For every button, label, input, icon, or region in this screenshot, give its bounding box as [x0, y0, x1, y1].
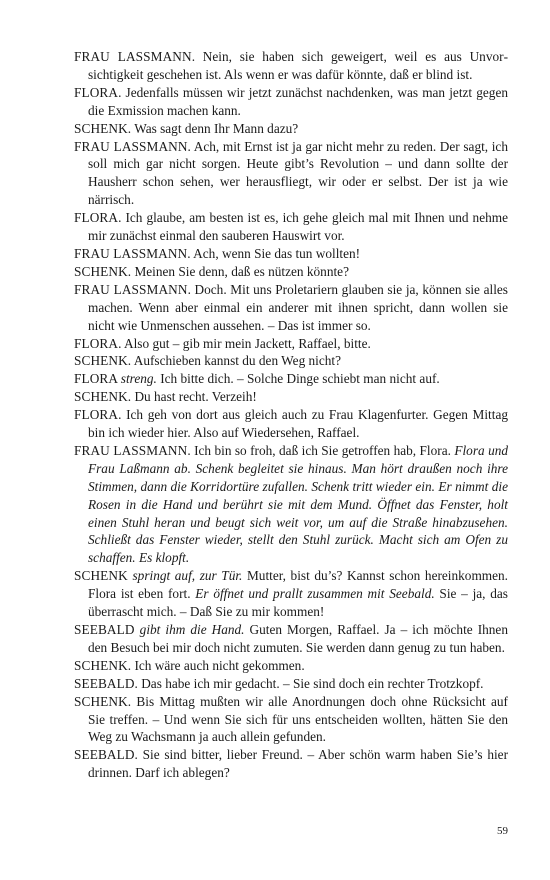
speaker-name: SCHENK — [74, 120, 128, 136]
dialogue-paragraph — [74, 442, 508, 567]
dialogue-paragraph — [74, 370, 508, 388]
dialogue-text: . Ich wäre auch nicht gekommen. — [127, 657, 305, 673]
dialogue-paragraph — [74, 335, 508, 353]
speaker-name: SCHENK — [74, 353, 128, 369]
dialogue-text: . Was sagt denn Ihr Mann dazu? — [127, 120, 299, 136]
dialogue-paragraph — [74, 138, 508, 210]
speaker-name: FLORA — [74, 371, 121, 387]
dialogue-paragraph — [74, 48, 508, 84]
dialogue-paragraph — [74, 352, 508, 370]
speaker-name: FLORA — [74, 407, 119, 423]
dialogue-paragraph — [74, 746, 508, 782]
dialogue-text: . Jedenfalls müssen wir jetzt zunächst nachdenken, was man jetzt gegen die Exmission machen kann. — [88, 84, 508, 118]
speaker-name: FRAU LASSMANN — [74, 138, 188, 154]
dialogue-text: . Sie sind bitter, lieber Freund. – Aber schön warm haben Sie’s hier drinnen. Darf ich ablegen? — [88, 747, 508, 781]
speaker-name: FRAU LASSMANN — [74, 49, 192, 64]
dialogue-text: . Das habe ich mir gedacht. – Sie sind doch ein rechter Trotzkopf. — [134, 675, 484, 691]
dialogue-paragraph — [74, 675, 508, 693]
dialogue-text: . Du hast recht. Verzeih! — [127, 389, 257, 405]
dialogue-paragraph — [74, 120, 508, 138]
stage-direction: streng. — [120, 371, 157, 387]
dialogue-paragraph — [74, 245, 508, 263]
dialogue-paragraph — [74, 567, 508, 621]
play-text — [74, 48, 508, 782]
dialogue-text: . Ach, wenn Sie das tun wollten! — [187, 245, 361, 261]
speaker-name: SEEBALD — [74, 747, 135, 763]
dialogue-paragraph — [74, 406, 508, 442]
dialogue-text: . Doch. Mit uns Proletariern glauben sie ja, können sie alles machen. Wenn aber einmal ein anderer mit ihnen spricht, dann wollen sie nicht wie Unmenschen aussehen. – Das ist immer so. — [88, 281, 508, 333]
dialogue-text: . Also gut – gib mir mein Jackett, Raffael, bitte. — [118, 335, 371, 351]
speaker-name: FLORA — [74, 335, 119, 351]
dialogue-text: Ich bitte dich. – Solche Dinge schiebt man nicht auf. — [156, 371, 440, 387]
dialogue-text: . Meinen Sie denn, daß es nützen könnte? — [127, 263, 349, 279]
dialogue-text: Sie – ja, das überrascht mich. – Daß Sie zu mir kommen! — [88, 586, 508, 620]
speaker-name: SEEBALD — [74, 675, 135, 691]
speaker-name: SCHENK — [74, 657, 128, 673]
speaker-name: SCHENK — [74, 693, 128, 709]
dialogue-paragraph — [74, 263, 508, 281]
dialogue-paragraph — [74, 84, 508, 120]
stage-direction: springt auf, zur Tür. — [132, 568, 243, 584]
dialogue-text: . Ach, mit Ernst ist ja gar nicht mehr zu reden. Der sagt, ich soll mich gar nicht sorgen. Heute gibt’s Revolution – und dann sollte der Hausherr schon sehen, wer herausfliegt, wir oder er selbst. Der ist ja wie närrisch. — [88, 138, 508, 208]
dialogue-paragraph — [74, 281, 508, 335]
page-number: 59 — [497, 825, 508, 837]
dialogue-text: . Bis Mittag mußten wir alle Anordnungen doch ohne Rücksicht auf Sie treffen. – Und wenn Sie sich für uns entscheiden wollten, hätten Sie den Weg zu Wachsmann ja auch allein gefunden. — [88, 693, 508, 745]
dialogue-paragraph — [74, 388, 508, 406]
dialogue-paragraph — [74, 693, 508, 747]
stage-direction: Er öffnet und prallt zusammen mit Seebald. — [195, 586, 435, 602]
dialogue-text: . Ich geh von dort aus gleich auch zu Frau Klagenfurter. Gegen Mittag bin ich wieder hier. Also auf Wiedersehen, Raffael. — [88, 407, 508, 441]
stage-direction: gibt ihm die Hand. — [139, 622, 245, 637]
dialogue-text: . Nein, sie haben sich geweigert, weil es aus Unvorsichtigkeit geschehen ist. Als wenn er was dafür könnte, daß er blind ist. — [88, 49, 508, 82]
dialogue-paragraph — [74, 657, 508, 675]
speaker-name: FRAU LASSMANN — [74, 245, 188, 261]
speaker-name: SCHENK — [74, 568, 133, 584]
stage-direction: Flora und Frau Laßmann ab. Schenk begleitet sie hinaus. Man hört draußen noch ihre Stimmen, dann die Korridortüre zufallen. Schenk tritt wieder ein. Er nimmt die Rosen in die Hand und berührt sie mit dem Mund. Öffnet das Fenster, holt einen Stuhl heran und beugt sich weit vor, um auf die Straße hinabzusehen. Schließt das Fenster wieder, stellt den Stuhl zurück. Macht sich am Ofen zu schaffen. Es klopft. — [88, 442, 509, 566]
dialogue-text: Guten Morgen, Raffael. Ja – ich möchte Ihnen den Besuch bei mir doch nicht zumuten. Sie werden dann genug zu tun haben. — [88, 622, 508, 655]
speaker-name: SEEBALD — [74, 622, 140, 637]
speaker-name: FRAU LASSMANN — [74, 442, 188, 458]
speaker-name: SCHENK — [74, 389, 128, 405]
speaker-name: FLORA — [74, 84, 119, 100]
dialogue-text: . Aufschieben kannst du den Weg nicht? — [127, 353, 342, 369]
speaker-name: FRAU LASSMANN — [74, 281, 188, 297]
dialogue-paragraph — [74, 621, 508, 657]
speaker-name: FLORA — [74, 210, 119, 226]
dialogue-text: . Ich glaube, am besten ist es, ich gehe gleich mal mit Ihnen und nehme mir zunächst einmal den sauberen Hauswirt vor. — [88, 210, 508, 244]
dialogue-text: . Ich bin so froh, daß ich Sie getroffen hab, Flora. — [187, 442, 455, 458]
dialogue-text: Mutter, bist du’s? Kannst schon hereinkommen. Flora ist eben fort. — [88, 568, 509, 602]
speaker-name: SCHENK — [74, 263, 128, 279]
dialogue-paragraph — [74, 209, 508, 245]
